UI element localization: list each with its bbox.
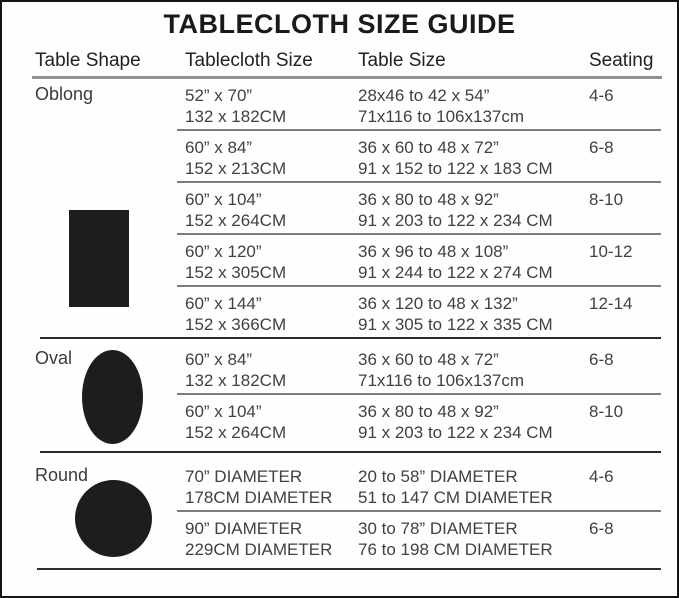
table-size-inches: 28x46 to 42 x 54” xyxy=(358,86,490,105)
table-row xyxy=(177,339,661,393)
tablecloth-size-inches: 70” DIAMETER xyxy=(185,467,303,486)
tablecloth-size-cell xyxy=(185,85,358,127)
tablecloth-size-cm: 152 x 264CM xyxy=(185,211,287,230)
tablecloth-size-cell xyxy=(185,137,358,179)
tablecloth-size-cm: 178CM DIAMETER xyxy=(185,488,333,507)
table-size-inches: 36 x 96 to 48 x 108” xyxy=(358,242,509,261)
tablecloth-size-inches: 60” x 144” xyxy=(185,294,262,313)
table-row xyxy=(177,129,661,181)
table-row xyxy=(177,285,661,337)
section-round xyxy=(2,453,677,562)
table-size-cell xyxy=(358,401,589,443)
shape-label-oval: Oval xyxy=(35,348,73,368)
column-header-seating: Seating xyxy=(589,50,654,71)
column-header-tablecloth-size: Tablecloth Size xyxy=(185,50,313,71)
seating-cell: 10-12 xyxy=(589,242,633,261)
tablecloth-size-inches: 60” x 104” xyxy=(185,402,262,421)
seating-cell: 12-14 xyxy=(589,294,633,313)
tablecloth-size-cell xyxy=(185,518,358,560)
tablecloth-size-cell xyxy=(185,189,358,231)
tablecloth-size-cell xyxy=(185,466,358,508)
column-header-table-size: Table Size xyxy=(358,50,446,71)
table-size-cm: 76 to 198 CM DIAMETER xyxy=(358,540,553,559)
table-row xyxy=(177,79,661,129)
bottom-divider xyxy=(37,568,661,570)
table-row xyxy=(177,393,661,445)
table-size-inches: 36 x 60 to 48 x 72” xyxy=(358,138,499,157)
table-row xyxy=(177,453,661,510)
table-size-cm: 91 x 244 to 122 x 274 CM xyxy=(358,263,553,282)
table-size-inches: 36 x 60 to 48 x 72” xyxy=(358,350,499,369)
ellipse-icon xyxy=(82,350,143,444)
table-size-cell xyxy=(358,241,589,283)
tablecloth-size-cm: 152 x 264CM xyxy=(185,423,287,442)
table-size-cell xyxy=(358,293,589,335)
seating-cell: 8-10 xyxy=(589,402,624,421)
tablecloth-size-cm: 152 x 213CM xyxy=(185,159,287,178)
section-oblong xyxy=(2,79,677,337)
tablecloth-size-cell xyxy=(185,293,358,335)
seating-cell: 6-8 xyxy=(589,350,614,369)
table-size-cm: 51 to 147 CM DIAMETER xyxy=(358,488,553,507)
table-row xyxy=(177,181,661,233)
table-size-cm: 71x116 to 106x137cm xyxy=(358,371,525,390)
table-size-cell xyxy=(358,349,589,391)
table-size-cm: 91 x 305 to 122 x 335 CM xyxy=(358,315,553,334)
table-size-inches: 36 x 80 to 48 x 92” xyxy=(358,402,499,421)
seating-cell: 6-8 xyxy=(589,519,614,538)
tablecloth-size-inches: 60” x 84” xyxy=(185,138,253,157)
seating-cell: 8-10 xyxy=(589,190,624,209)
tablecloth-size-cm: 152 x 366CM xyxy=(185,315,287,334)
table-size-cell xyxy=(358,466,589,508)
table-row xyxy=(177,510,661,562)
oblong-rows xyxy=(177,79,661,337)
table-size-cell xyxy=(358,137,589,179)
tablecloth-size-cell xyxy=(185,241,358,283)
shape-label-round: Round xyxy=(35,465,89,485)
table-row xyxy=(177,233,661,285)
tablecloth-size-cell xyxy=(185,401,358,443)
tablecloth-size-cm: 152 x 305CM xyxy=(185,263,287,282)
table-size-cell xyxy=(358,85,589,127)
column-header-table-shape: Table Shape xyxy=(35,50,141,71)
table-size-cell xyxy=(358,518,589,560)
page-title: TABLECLOTH SIZE GUIDE xyxy=(163,9,516,39)
seating-cell: 4-6 xyxy=(589,86,614,105)
table-size-cm: 91 x 203 to 122 x 234 CM xyxy=(358,211,553,230)
table-size-cm: 71x116 to 106x137cm xyxy=(358,107,525,126)
table-size-cm: 91 x 152 to 122 x 183 CM xyxy=(358,159,553,178)
tablecloth-size-inches: 60” x 84” xyxy=(185,350,253,369)
seating-cell: 6-8 xyxy=(589,138,614,157)
table-size-inches: 20 to 58” DIAMETER xyxy=(358,467,518,486)
section-oval xyxy=(2,339,677,451)
tablecloth-size-cm: 229CM DIAMETER xyxy=(185,540,333,559)
tablecloth-size-inches: 60” x 120” xyxy=(185,242,262,261)
rectangle-icon xyxy=(69,210,129,307)
circle-icon xyxy=(75,480,152,557)
tablecloth-size-inches: 60” x 104” xyxy=(185,190,262,209)
table-size-cm: 91 x 203 to 122 x 234 CM xyxy=(358,423,553,442)
tablecloth-size-cm: 132 x 182CM xyxy=(185,371,287,390)
table-header-row xyxy=(2,50,677,74)
tablecloth-size-cell xyxy=(185,349,358,391)
oval-rows xyxy=(177,339,661,445)
shape-label-oblong: Oblong xyxy=(35,84,94,104)
seating-cell: 4-6 xyxy=(589,467,614,486)
table-size-inches: 30 to 78” DIAMETER xyxy=(358,519,518,538)
round-rows xyxy=(177,453,661,562)
table-size-inches: 36 x 120 to 48 x 132” xyxy=(358,294,518,313)
table-size-inches: 36 x 80 to 48 x 92” xyxy=(358,190,499,209)
tablecloth-size-cm: 132 x 182CM xyxy=(185,107,287,126)
tablecloth-size-inches: 52” x 70” xyxy=(185,86,253,105)
tablecloth-size-inches: 90” DIAMETER xyxy=(185,519,303,538)
table-size-cell xyxy=(358,189,589,231)
